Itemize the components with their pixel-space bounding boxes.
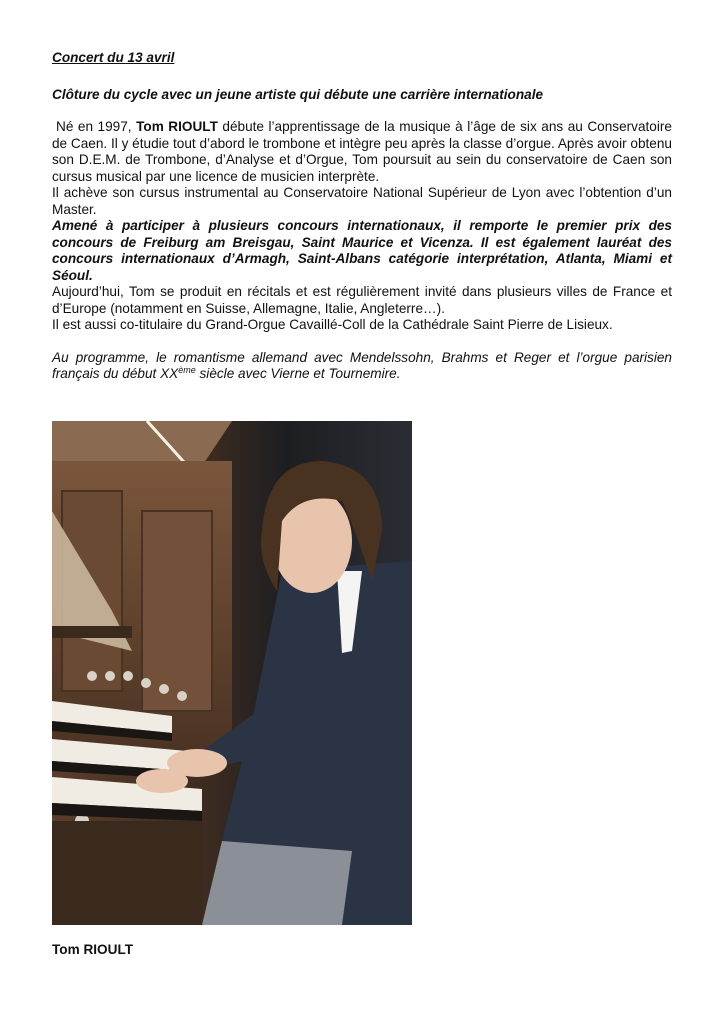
program-text [52,350,672,383]
bio-intro [52,119,672,185]
bio-lyon: Il achève son cursus instrumental au Conservatoire National Supérieur de Lyon avec l’obtention d’un Master. [52,185,672,217]
photo-caption: Tom RIOULT [52,942,134,957]
artist-photo [52,421,412,925]
organist-illustration [52,421,412,925]
program-sup: ème [178,365,196,375]
document-body [52,50,672,383]
bio-lisieux: Il est aussi co-titulaire du Grand-Orgue Cavaillé-Coll de la Cathédrale Saint Pierre de Lisieux. [52,317,613,332]
bio-competitions: Amené à participer à plusieurs concours internationaux, il remporte le premier prix des concours de Freiburg am Breisgau, Saint Maurice et Vicenza. Il est également lauréat des concours internationaux d’Armagh, Saint-Albans catégorie interprétation, Atlanta, Miami et Séoul. [52,218,672,283]
concert-subtitle: Clôture du cycle avec un jeune artiste qui débute une carrière internationale [52,86,544,102]
program-text-before: Au programme, le romantisme allemand avec Mendelssohn, Brahms et Reger et l’orgue parisien français du début XX [52,349,672,381]
bio-intro-prefix: Né en 1997, [56,119,137,134]
concert-date-title: Concert du 13 avril [52,50,175,65]
bio-today: Aujourd’hui, Tom se produit en récitals et est régulièrement invité dans plusieurs villes de France et d’Europe (notamment en Suisse, Allemagne, Italie, Angleterre…). [52,284,672,316]
bio-intro-rest: débute l’apprentissage de la musique à l’âge de six ans au Conservatoire de Caen. Il y étudie tout d’abord le trombone et intègre peu après la classe d’orgue. Après avoir obtenu son D.E.M. de Trombone, d’Analyse et d’Orgue, Tom poursuit au sein du conservatoire de Caen son cursus musical par une licence de musicien interprète. [52,119,672,184]
artist-name: Tom RIOULT [136,119,218,134]
program-text-after: siècle avec Vierne et Tournemire. [195,366,401,381]
